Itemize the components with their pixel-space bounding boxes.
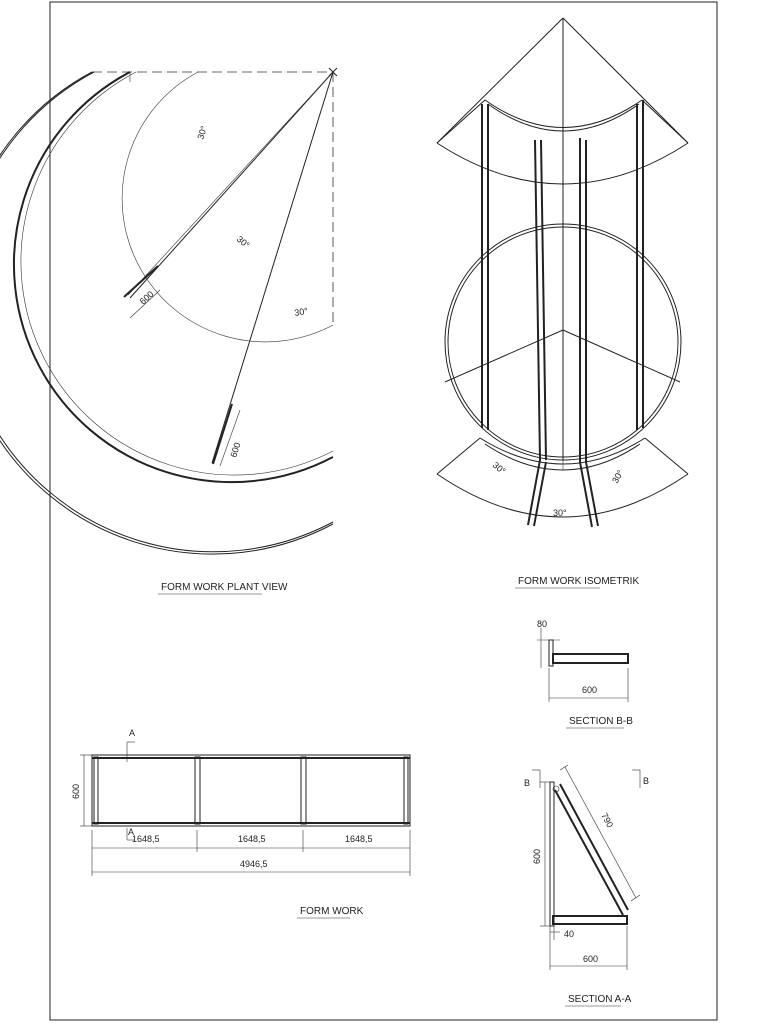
section-aa-title: SECTION A-A [568,994,632,1005]
aa-base-gap: 40 [564,929,575,939]
sheet-border [50,2,717,1020]
section-aa [524,765,649,1006]
plan-angle-1: 30° [195,124,210,141]
fw-height: 600 [71,783,81,799]
isometric-title: FORM WORK ISOMETRIK [518,576,640,587]
marker-a-bottom: A [128,827,135,837]
aa-diagonal: 790 [599,811,616,830]
iso-angle-left: 30° [490,459,508,477]
aa-width: 600 [583,954,599,964]
plan-angle-3: 30° [293,305,309,318]
section-bb-title: SECTION B-B [569,716,633,727]
iso-angle-bottom: 30° [553,508,567,518]
bb-dim-top: 80 [537,619,548,629]
plan-view-title: FORM WORK PLANT VIEW [161,582,288,593]
marker-a-top: A [129,728,136,738]
plan-view [0,68,337,594]
plan-angle-2: 30° [234,233,252,251]
isometric-view [437,18,688,588]
marker-b-left: B [524,778,531,788]
iso-angle-right: 30° [610,468,626,485]
fw-segment-1: 1648,5 [132,834,160,844]
fw-total: 4946,5 [240,859,268,869]
plan-width-1: 600 [137,288,156,307]
form-work-elevation [71,728,410,918]
fw-segment-2: 1648,5 [238,834,266,844]
marker-b-right: B [643,776,650,786]
bb-dim-length: 600 [582,685,598,695]
form-work-title: FORM WORK [300,906,364,917]
section-bb [537,619,633,728]
aa-height: 600 [532,848,542,864]
plan-width-2: 600 [228,441,243,459]
fw-segment-3: 1648,5 [345,834,373,844]
